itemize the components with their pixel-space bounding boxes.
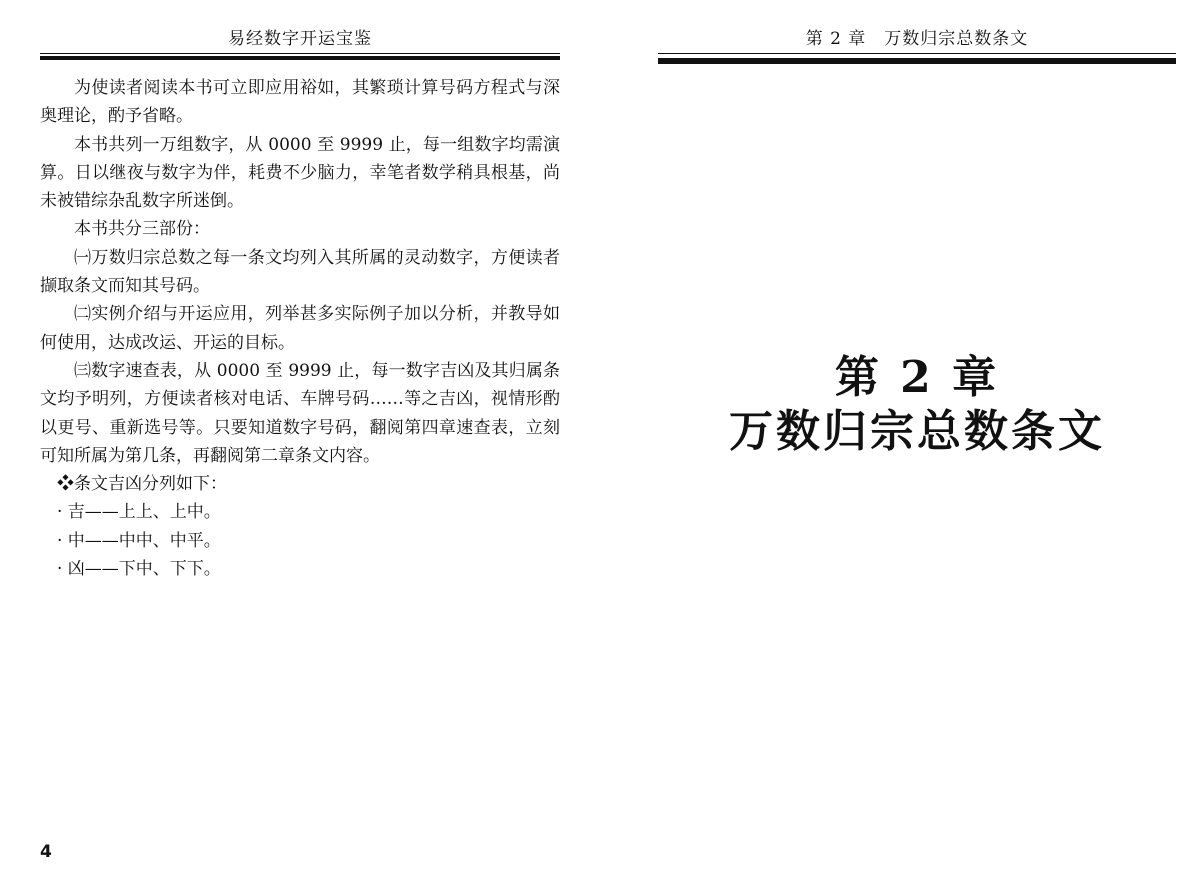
- right-page: [600, 0, 1203, 889]
- paragraph: ㈢数字速查表，从 0000 至 9999 止，每一数字吉凶及其归属条文均予明列，方便读者核对电话、车牌号码……等之吉凶，视情形酌以更号、重新选号等。只要知道数字号码，翻阅第四章速查表，立刻可知所属为第几条，再翻阅第二章条文内容。: [40, 360, 560, 466]
- body-text: [40, 74, 560, 583]
- page-number: 4: [40, 842, 52, 862]
- list-item: · 中——中中、中平。: [57, 530, 221, 551]
- running-header-right: 第 2 章 万数归宗总数条文: [805, 29, 1029, 49]
- list-item: · 凶——下中、下下。: [57, 559, 221, 580]
- header-rule-thick-left: [40, 56, 560, 60]
- chapter-title: 万数归宗总数条文: [729, 406, 1105, 457]
- left-page: [0, 0, 600, 889]
- chapter-number: 第 2 章: [834, 352, 1000, 403]
- list-heading: ❖条文吉凶分列如下：: [57, 474, 227, 495]
- paragraph: ㈡实例介绍与开运应用，列举甚多实际例子加以分析，并教导如何使用，达成改运、开运的目标。: [40, 304, 560, 353]
- header-rule-thin-left: [40, 53, 560, 54]
- paragraph: 本书共分三部份：: [74, 219, 210, 240]
- paragraph: 为使读者阅读本书可立即应用裕如，其繁琐计算号码方程式与深奥理论，酌予省略。: [40, 78, 560, 127]
- running-header-left: 易经数字开运宝鉴: [228, 29, 372, 49]
- paragraph: 本书共列一万组数字，从 0000 至 9999 止，每一组数字均需演算。日以继夜与数字为伴，耗费不少脑力，幸笔者数学稍具根基，尚未被错综杂乱数字所迷倒。: [40, 134, 560, 212]
- paragraph: ㈠万数归宗总数之每一条文均列入其所属的灵动数字，方便读者撷取条文而知其号码。: [40, 247, 560, 297]
- header-rule-thin-right: [658, 53, 1176, 54]
- list-item: · 吉——上上、上中。: [57, 502, 221, 523]
- header-rule-thick-right: [658, 58, 1176, 64]
